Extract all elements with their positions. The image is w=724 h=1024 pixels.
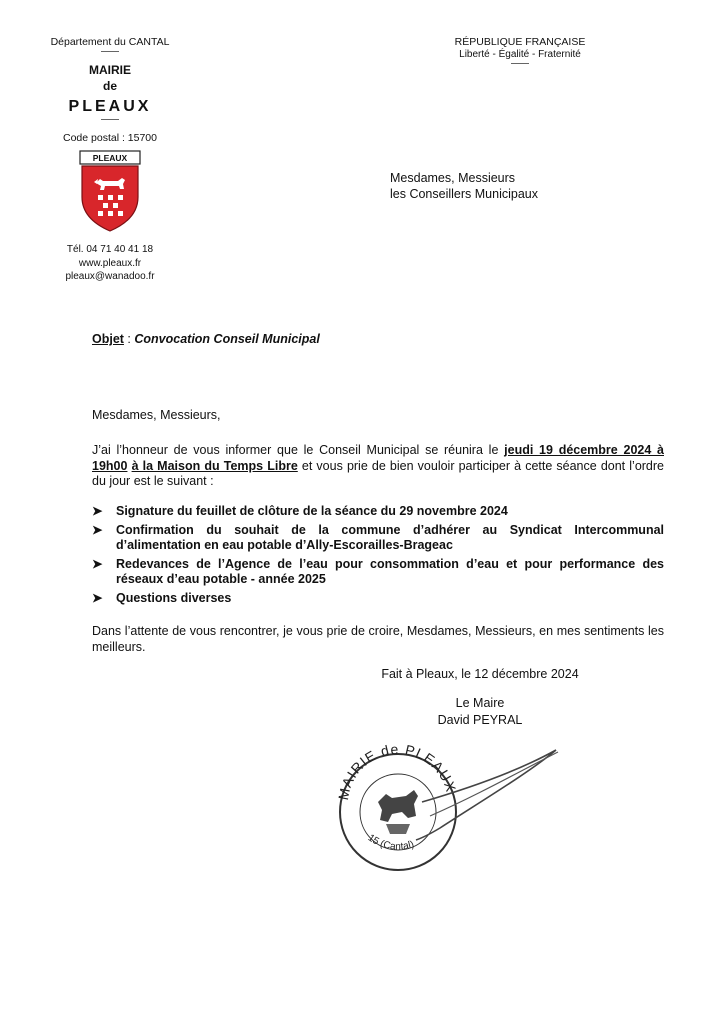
stamp-bottom-text: 15 (Cantal) — [365, 832, 416, 853]
arrow-bullet-icon: ➤ — [92, 522, 103, 537]
contact-block — [30, 243, 190, 284]
signatory-role: Le Maire — [455, 696, 505, 710]
agenda-item — [92, 591, 664, 607]
intro-paragraph — [92, 443, 664, 490]
intro-text: et vous prie de bien vouloir participer à cette séance dont l’ordre du jour est le suivant : — [92, 458, 664, 488]
agenda-item-text: Redevances de l’Agence de l’eau pour consommation d’eau et pour performance des réseaux d’eau potable - année 2025 — [116, 556, 664, 586]
stamp-top-text: MAIRIE de PLEAUX — [334, 742, 460, 802]
coat-of-arms-icon — [78, 149, 142, 233]
mairie-word: MAIRIE — [89, 63, 131, 77]
svg-text:15 (Cantal) — [366, 833, 416, 853]
arrow-bullet-icon: ➤ — [92, 504, 103, 518]
postal-code: Code postal : 15700 — [63, 132, 157, 144]
letter-object — [92, 332, 320, 346]
agenda-item-text: Questions diverses — [116, 590, 232, 605]
mairie-label — [30, 62, 190, 94]
place-and-date: Fait à Pleaux, le 12 décembre 2024 — [381, 667, 579, 681]
agenda-item — [92, 523, 664, 554]
divider — [511, 63, 529, 64]
letterhead-left — [30, 36, 190, 284]
object-label: Objet — [92, 332, 124, 346]
website: www.pleaux.fr — [78, 257, 142, 269]
signatory-name: David PEYRAL — [437, 713, 523, 727]
agenda-item — [92, 557, 664, 588]
letterhead-right — [420, 36, 620, 64]
arrow-bullet-icon: ➤ — [92, 590, 103, 605]
signatory — [330, 695, 630, 729]
arrow-bullet-icon: ➤ — [92, 556, 103, 571]
recipients — [390, 170, 538, 202]
official-stamp — [330, 742, 570, 872]
intro-text: J’ai l’honneur de vous informer que le Conseil Municipal se réunira le — [92, 443, 505, 457]
recipient-line: Mesdames, Messieurs — [390, 171, 516, 185]
town-name: PLEAUX — [68, 98, 152, 115]
salutation: Mesdames, Messieurs, — [92, 408, 221, 422]
department-name: Département du CANTAL — [50, 36, 170, 48]
object-subject: Convocation Conseil Municipal — [134, 332, 320, 346]
agenda-item — [92, 504, 664, 520]
phone: Tél. 04 71 40 41 18 — [66, 244, 154, 255]
agenda-list — [92, 504, 664, 609]
republic-label: RÉPUBLIQUE FRANÇAISE — [454, 36, 586, 48]
agenda-item-text: Confirmation du souhait de la commune d’adhérer au Syndicat Intercommunal d’alimentation en eau potable d’Ally-Escorailles-Brageac — [116, 522, 664, 552]
meeting-location: à la Maison du Temps Libre — [131, 458, 298, 473]
meeting-date: jeudi 19 décembre 2024 à 19h00 — [92, 443, 664, 473]
recipient-line: les Conseillers Municipaux — [390, 187, 538, 201]
email: pleaux@wanadoo.fr — [65, 271, 155, 282]
closing-paragraph: Dans l’attente de vous rencontrer, je vous prie de croire, Mesdames, Messieurs, en mes sentiments les meilleurs. — [92, 624, 664, 654]
republic-motto: Liberté - Égalité - Fraternité — [459, 49, 581, 60]
agenda-item-text: Signature du feuillet de clôture de la séance du 29 novembre 2024 — [116, 504, 508, 518]
divider — [101, 119, 119, 120]
de-word: de — [102, 79, 117, 93]
divider — [101, 51, 119, 52]
object-separator: : — [123, 332, 135, 346]
crest-label: PLEAUX — [92, 153, 128, 163]
